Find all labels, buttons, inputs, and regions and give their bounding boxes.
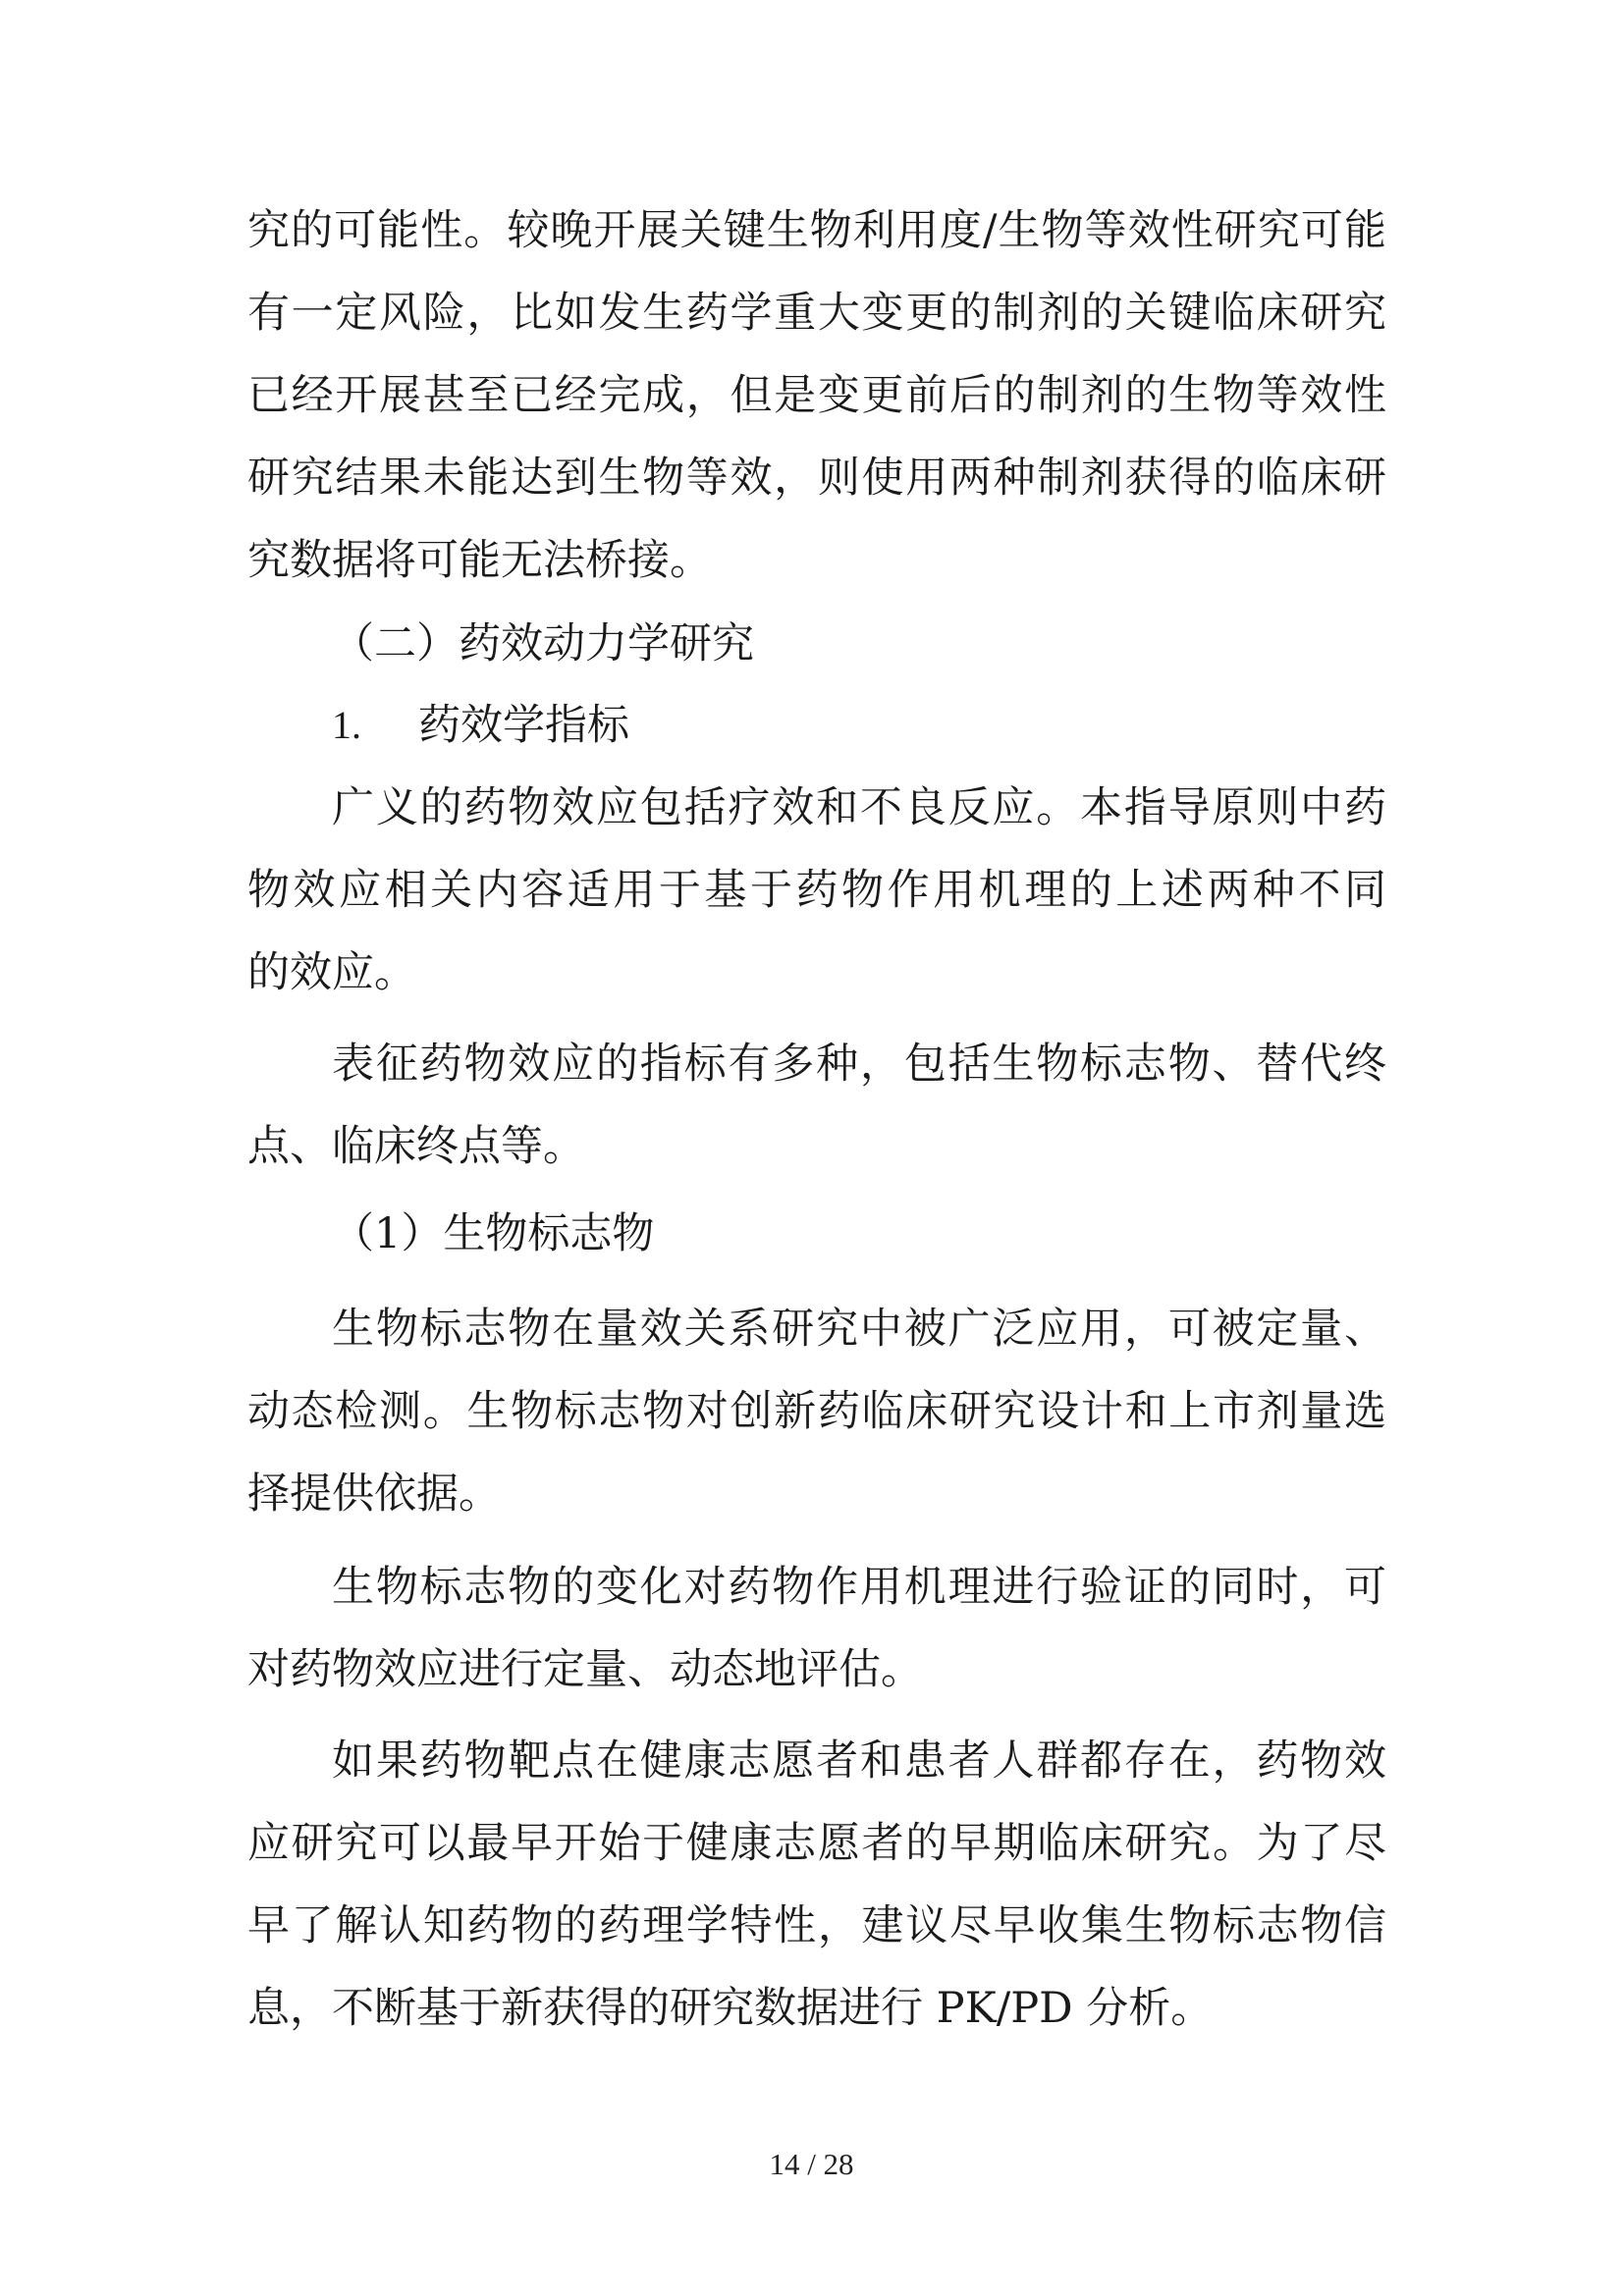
- section-heading: （二）药效动力学研究: [332, 619, 754, 668]
- subsection-number: 1.: [332, 703, 361, 747]
- text-line: 表征药物效应的指标有多种，包括生物标志物、替代终: [332, 1040, 1386, 1089]
- text-line: 动态检测。生物标志物对创新药临床研究设计和上市剂量选: [247, 1387, 1386, 1436]
- text-line: 对药物效应进行定量、动态地评估。: [247, 1645, 923, 1694]
- text-line: 如果药物靶点在健康志愿者和患者人群都存在，药物效: [332, 1736, 1386, 1786]
- sub-heading: （1）生物标志物: [332, 1209, 655, 1258]
- text-line: 已经开展甚至已经完成，但是变更前后的制剂的生物等效性: [247, 371, 1386, 420]
- text-line: 有一定风险，比如发生药学重大变更的制剂的关键临床研究: [247, 289, 1386, 338]
- text-line: 生物标志物在量效关系研究中被广泛应用，可被定量、: [332, 1305, 1386, 1354]
- text-line: 息，不断基于新获得的研究数据进行 PK/PD 分析。: [247, 1984, 1214, 2033]
- page-number: 14 / 28: [769, 2147, 854, 2181]
- text-line: 究数据将可能无法桥接。: [247, 536, 712, 585]
- text-line: 广义的药物效应包括疗效和不良反应。本指导原则中药: [332, 783, 1386, 832]
- text-line: 究的可能性。较晚开展关键生物利用度/生物等效性研究可能: [247, 206, 1386, 255]
- text-line: 研究结果未能达到生物等效，则使用两种制剂获得的临床研: [247, 454, 1386, 503]
- text-line: 早了解认知药物的药理学特性，建议尽早收集生物标志物信: [247, 1901, 1386, 1950]
- text-line: 点、临床终点等。: [247, 1122, 585, 1171]
- text-line: 的效应。: [247, 948, 416, 997]
- subsection-title: 药效学指标: [418, 701, 629, 750]
- text-line: 择提供依据。: [247, 1469, 501, 1519]
- text-line: 物效应相关内容适用于基于药物作用机理的上述两种不同: [247, 866, 1386, 915]
- text-line: 应研究可以最早开始于健康志愿者的早期临床研究。为了尽: [247, 1819, 1386, 1868]
- text-line: 生物标志物的变化对药物作用机理进行验证的同时，可: [332, 1563, 1386, 1612]
